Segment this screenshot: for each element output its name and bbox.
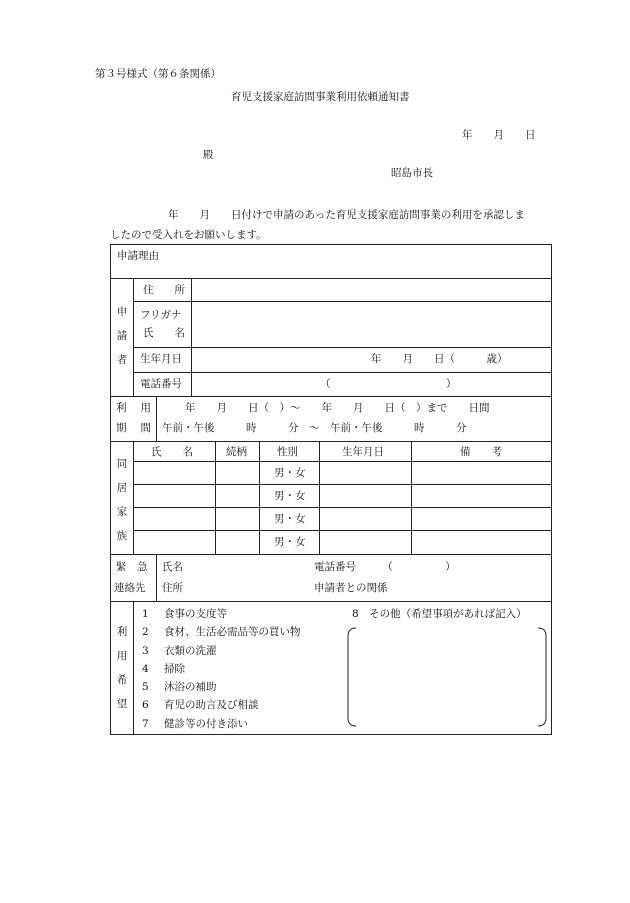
form-number: 第３号様式（第６条関係） — [95, 68, 221, 80]
issuer: 昭島市長 — [391, 167, 433, 179]
body-text-line2: したので受入れをお願いします。 — [110, 229, 267, 241]
birth-label: 生年月日 — [140, 353, 182, 365]
family-header-remarks: 備 考 — [460, 446, 502, 458]
name-label: 氏 名 — [143, 327, 185, 339]
emergency-label-2: 連絡先 — [114, 582, 146, 594]
hope-group-label: 利 用 希 望 — [116, 625, 128, 710]
document-title: 育児支援家庭訪問事業利用依頼通知書 — [231, 91, 410, 103]
applicant-group-label: 申 請 者 — [116, 305, 128, 366]
family-header-gender: 性別 — [277, 446, 298, 458]
body-text-line1: 年 月 日付けで申請のあった育児支援家庭訪問事業の利用を承認しま — [168, 209, 525, 221]
hope-item[interactable]: 6 育児の助言及び相談 — [142, 699, 259, 712]
right-bracket-icon — [538, 628, 546, 726]
family-gender-4[interactable]: 男・女 — [274, 536, 306, 548]
emergency-phone-label: 電話番号 （ ） — [314, 561, 456, 573]
hope-item-other[interactable]: 8 その他（希望事項があれば記入） — [352, 608, 527, 620]
left-bracket-icon — [348, 628, 356, 726]
birth-value[interactable]: 年 月 日（ 歳） — [371, 353, 508, 365]
furigana-label: フリガナ — [140, 309, 182, 321]
hope-item[interactable]: 7 健診等の付き添い — [142, 717, 248, 730]
period-label-2: 期 間 — [116, 422, 151, 434]
emergency-name-label: 氏名 — [162, 561, 183, 573]
emergency-label-1: 緊 急 — [116, 561, 148, 573]
addressee-suffix: 殿 — [203, 149, 214, 161]
family-header-birthdate: 生年月日 — [342, 446, 384, 458]
hope-item[interactable]: 4 掃除 — [142, 662, 185, 675]
phone-value[interactable]: （ ） — [320, 378, 457, 390]
family-header-name: 氏 名 — [151, 446, 193, 458]
period-times[interactable]: 午前・午後 時 分 ～ 午前・午後 時 分 — [162, 422, 467, 434]
hope-item[interactable]: 5 沐浴の補助 — [142, 681, 217, 693]
reason-label: 申請理由 — [117, 250, 159, 262]
phone-label: 電話番号 — [140, 378, 182, 390]
family-gender-2[interactable]: 男・女 — [274, 490, 306, 502]
family-group-label: 同 居 家 族 — [116, 457, 128, 542]
other-request-field[interactable] — [356, 632, 538, 722]
family-header-relation: 続柄 — [226, 446, 247, 458]
period-dates[interactable]: 年 月 日（ ）～ 年 月 日（ ）まで 日間 — [185, 402, 490, 414]
date-line: 年 月 日 — [462, 129, 536, 141]
hope-item[interactable]: 2 食材、生活必需品等の買い物 — [142, 626, 301, 639]
period-label-1: 利 用 — [116, 402, 151, 414]
family-gender-3[interactable]: 男・女 — [274, 513, 306, 525]
emergency-address-label: 住所 — [162, 582, 183, 594]
family-gender-1[interactable]: 男・女 — [274, 467, 306, 479]
hope-item[interactable]: 1 食事の支度等 — [142, 608, 227, 620]
hope-item[interactable]: 3 衣類の洗濯 — [142, 644, 217, 657]
address-label: 住 所 — [143, 284, 185, 296]
emergency-relation-label: 申請者との関係 — [314, 582, 388, 594]
